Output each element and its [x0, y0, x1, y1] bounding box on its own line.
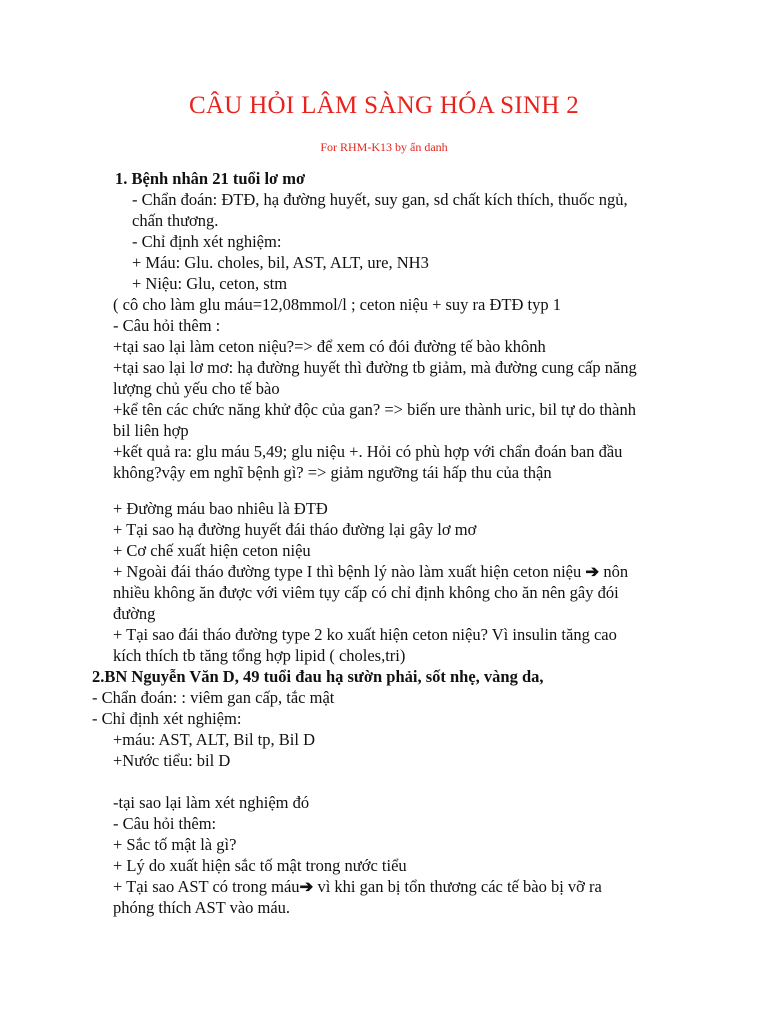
text-line: phóng thích AST vào máu. — [113, 898, 291, 917]
text-line-with-arrow — [113, 561, 628, 582]
text-line: nhiều không ăn được với viêm tụy cấp có chỉ định không cho ăn nên gây đói — [113, 583, 619, 602]
text-segment: nôn — [603, 562, 629, 581]
text-line: ( cô cho làm glu máu=12,08mmol/l ; ceton niệu + suy ra ĐTĐ typ 1 — [113, 295, 561, 314]
text-line: chấn thương. — [132, 211, 219, 230]
text-line: -tại sao lại làm xét nghiệm đó — [113, 793, 310, 812]
text-line-with-arrow — [113, 876, 602, 897]
text-line: lượng chủ yếu cho tế bào — [113, 379, 280, 398]
arrow-right-icon: ➔ — [299, 877, 314, 896]
document-title: CÂU HỎI LÂM SÀNG HÓA SINH 2 — [188, 92, 580, 119]
text-line: kích thích tb tăng tổng hợp lipid ( choles,tri) — [113, 646, 406, 665]
text-line: bil liên hợp — [113, 421, 189, 440]
text-line: - Chẩn đoán: ĐTĐ, hạ đường huyết, suy gan, sd chất kích thích, thuốc ngủ, — [132, 190, 628, 209]
text-segment: + Tại sao AST có trong máu — [113, 877, 300, 896]
document-subtitle: For RHM-K13 by ẩn danh — [320, 140, 448, 154]
arrow-right-icon: ➔ — [585, 562, 600, 581]
text-line: +tại sao lại lơ mơ: hạ đường huyết thì đường tb giảm, mà đường cung cấp năng — [113, 358, 637, 377]
text-line: +kết quả ra: glu máu 5,49; glu niệu +. Hỏi có phù hợp với chẩn đoán ban đầu — [113, 442, 623, 461]
text-line: + Tại sao đái tháo đường type 2 ko xuất hiện ceton niệu? Vì insulin tăng cao — [113, 625, 617, 644]
text-line: + Máu: Glu. choles, bil, AST, ALT, ure, NH3 — [132, 253, 429, 272]
text-line: +tại sao lại làm ceton niệu?=> để xem có đói đường tế bào khônh — [113, 337, 546, 356]
text-line: + Đường máu bao nhiêu là ĐTĐ — [113, 499, 328, 518]
text-line: không?vậy em nghĩ bệnh gì? => giảm ngưỡng tái hấp thu của thận — [113, 463, 552, 482]
text-line: - Chẩn đoán: : viêm gan cấp, tắc mật — [92, 688, 335, 707]
text-segment: vì khi gan bị tổn thương các tế bào bị vỡ ra — [313, 877, 602, 896]
text-line: - Chỉ định xét nghiệm: — [132, 232, 282, 251]
text-line: + Cơ chế xuất hiện ceton niệu — [113, 541, 311, 560]
text-line: + Sắc tố mật là gì? — [113, 835, 237, 854]
text-line: +kể tên các chức năng khử độc của gan? => biến ure thành uric, bil tự do thành — [113, 400, 636, 419]
text-line: + Lý do xuất hiện sắc tố mật trong nước tiểu — [113, 856, 407, 875]
text-line: +Nước tiểu: bil D — [113, 751, 231, 770]
text-line: - Câu hỏi thêm : — [113, 316, 221, 335]
text-line: + Tại sao hạ đường huyết đái tháo đường lại gây lơ mơ — [113, 520, 477, 539]
text-line: +máu: AST, ALT, Bil tp, Bil D — [113, 730, 315, 749]
section-2-heading: 2.BN Nguyễn Văn D, 49 tuổi đau hạ sườn phải, sốt nhẹ, vàng da, — [92, 667, 544, 686]
text-line: + Niệu: Glu, ceton, stm — [132, 274, 288, 293]
section-1-heading: 1. Bệnh nhân 21 tuổi lơ mơ — [115, 169, 306, 188]
text-segment: + Ngoài đái tháo đường type I thì bệnh lý nào làm xuất hiện ceton niệu — [113, 562, 582, 581]
text-line: - Câu hỏi thêm: — [113, 814, 217, 833]
text-line: - Chỉ định xét nghiệm: — [92, 709, 242, 728]
text-line: đường — [113, 604, 156, 623]
